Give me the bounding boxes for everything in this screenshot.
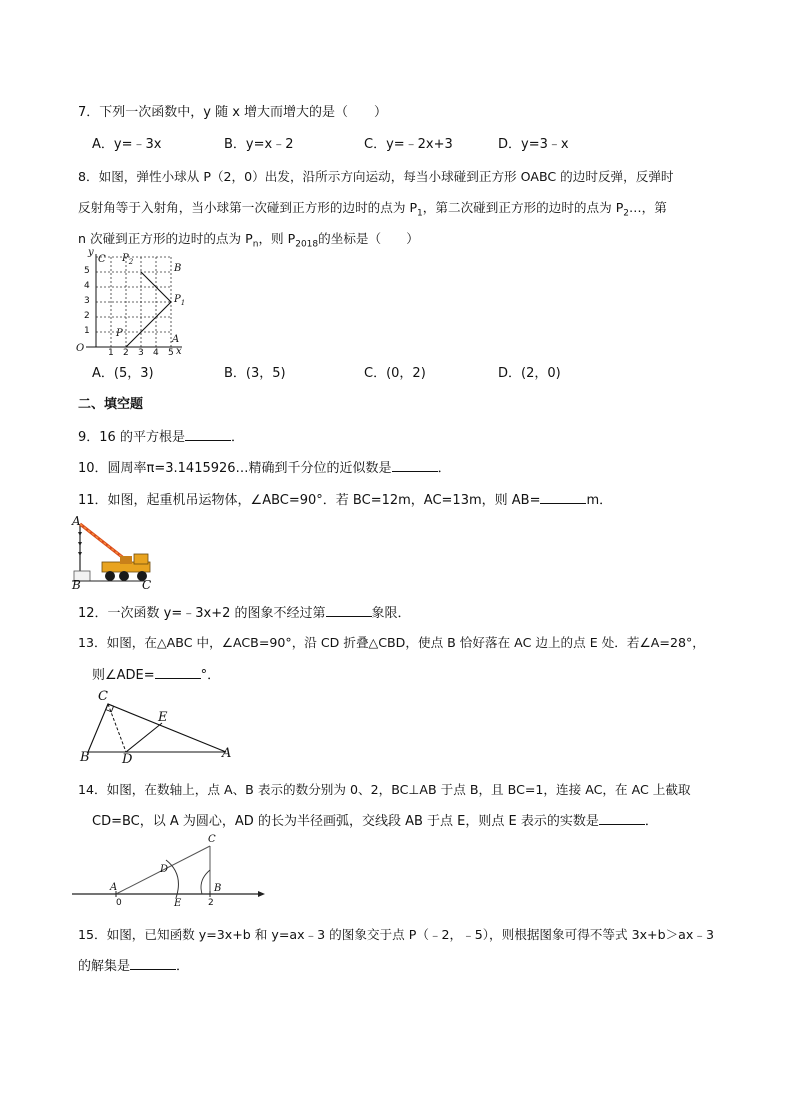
section-2-title: 二、填空题 xyxy=(78,397,144,412)
q11-text: 11．如图，起重机吊运物体，∠ABC=90°．若 BC=12m，AC=13m，则 AB= xyxy=(78,493,541,508)
q8-line-2 xyxy=(78,199,667,223)
q8-label-p1 xyxy=(174,294,185,307)
q8-line-2a: 反射角等于入射角，当小球第一次碰到正方形的边时的点为 P xyxy=(78,200,418,215)
q8-option-a: A．(5，3) xyxy=(92,366,154,381)
q8-x-tick-label: 1 xyxy=(108,348,114,358)
q8-line-3b: ，则 P xyxy=(258,231,296,246)
q15-line-2 xyxy=(78,957,189,976)
q8-sub-2018: 2018 xyxy=(295,239,319,250)
q15-line-2-text: 的解集是 xyxy=(78,959,131,974)
q11-crane-figure xyxy=(68,516,160,592)
q11-cable-arrows xyxy=(78,532,82,556)
q14-line-1: 14．如图，在数轴上，点 A、B 表示的数分别为 0、2，BC⊥AB 于点 B，且 BC=1，连接 AC，在 AC 上截取 xyxy=(78,782,691,797)
q11-answer-blank[interactable] xyxy=(540,491,586,504)
q8-x-tick-label: 3 xyxy=(138,348,144,358)
q13-label-a: A xyxy=(222,746,232,761)
q12 xyxy=(78,604,411,623)
q13-segment-de xyxy=(126,723,162,752)
q8-y-tick-label: 1 xyxy=(84,326,90,336)
q14-label-e: E xyxy=(174,898,182,909)
q13-line-2 xyxy=(92,666,220,685)
q11-wheel-2 xyxy=(119,571,129,581)
q14-axis-arrow xyxy=(258,891,265,897)
q8-sub-n: n xyxy=(252,239,259,250)
q8-x-tick-label: 2 xyxy=(123,348,129,358)
q14-label-zero: 0 xyxy=(116,898,122,908)
q8-label-p1-sub: 1 xyxy=(180,299,186,307)
q8-y-tick-label: 3 xyxy=(84,296,90,306)
q8-label-x: x xyxy=(176,346,182,357)
q9 xyxy=(78,428,244,447)
q13-label-d: D xyxy=(122,752,133,767)
q8-dashed-grid xyxy=(96,257,171,347)
q8-sub-1: 1 xyxy=(417,208,423,219)
q8-line-1: 8．如图，弹性小球从 P（2，0）出发，沿所示方向运动，每当小球碰到正方形 OABC 的边时反弹，反弹时 xyxy=(78,169,674,184)
q8-option-b: B．(3，5) xyxy=(224,366,286,381)
q8-line-3a: n 次碰到正方形的边时的点为 P xyxy=(78,231,253,246)
q11 xyxy=(78,491,612,510)
q8-sub-2: 2 xyxy=(623,208,630,219)
q13-label-b: B xyxy=(80,750,90,765)
q8-option-d: D．(2，0) xyxy=(498,366,561,381)
q13-label-e: E xyxy=(158,710,168,725)
q11-boom xyxy=(80,524,126,560)
q14-label-c: C xyxy=(208,834,216,845)
q14-answer-blank[interactable] xyxy=(599,812,645,825)
q7-stem: 7．下列一次函数中，y 随 x 增大而增大的是（ ） xyxy=(78,105,388,120)
q15-line-1: 15．如图，已知函数 y=3x+b 和 y=ax﹣3 的图象交于点 P（﹣2，﹣5），则根据图象可得不等式 3x+b＞ax﹣3 xyxy=(78,927,714,942)
q11-label-b: B xyxy=(72,578,81,592)
q9-tail: ． xyxy=(230,430,244,445)
q8-label-p1-letter: P xyxy=(174,294,181,305)
q9-text: 9．16 的平方根是 xyxy=(78,430,185,445)
q11-label-c: C xyxy=(142,578,152,592)
q14-label-two: 2 xyxy=(208,898,214,908)
q7-option-c: C．y=﹣2x+3 xyxy=(364,137,453,152)
q8-x-tick-label: 4 xyxy=(153,348,159,358)
q8-y-tick-label: 4 xyxy=(84,281,90,291)
q11-tail: m． xyxy=(586,493,613,508)
q8-label-y: y xyxy=(88,247,94,258)
q8-label-p2 xyxy=(122,253,133,266)
q12-answer-blank[interactable] xyxy=(326,604,372,617)
q8-y-tick-label: 5 xyxy=(84,266,90,276)
q14-label-b: B xyxy=(214,883,222,894)
q8-x-tick-label: 5 xyxy=(168,348,174,358)
q12-tail: 象限． xyxy=(371,606,411,621)
q15-tail: ． xyxy=(176,959,190,974)
q8-option-c: C．(0，2) xyxy=(364,366,426,381)
q8-line-2b: ，第二次碰到正方形的边时的点为 P xyxy=(422,200,624,215)
q10-text: 10．圆周率π=3.1415926…精确到千分位的近似数是 xyxy=(78,461,392,476)
q8-ball-path xyxy=(126,272,171,347)
q8-label-c: C xyxy=(98,254,106,265)
q13-answer-blank[interactable] xyxy=(155,666,201,679)
q8-label-b: B xyxy=(174,263,182,274)
q11-wheel-1 xyxy=(105,571,115,581)
q14-numberline-figure xyxy=(70,836,266,912)
q8-label-p2-letter: P xyxy=(122,253,129,264)
q14-arc-small xyxy=(201,870,210,894)
q10 xyxy=(78,459,451,478)
q8-line-3c: 的坐标是（ ） xyxy=(318,231,419,246)
q7-option-d: D．y=3﹣x xyxy=(498,137,569,152)
q10-answer-blank[interactable] xyxy=(392,459,438,472)
q8-line-2c: …，第 xyxy=(629,200,667,215)
q12-text: 12．一次函数 y=﹣3x+2 的图象不经过第 xyxy=(78,606,326,621)
q14-label-a: A xyxy=(110,882,118,893)
q8-label-a: A xyxy=(172,334,180,345)
q14-tail: ． xyxy=(644,814,658,829)
q13-line-2a: 则∠ADE= xyxy=(92,668,155,683)
q13-line-1: 13．如图，在△ABC 中，∠ACB=90°，沿 CD 折叠△CBD，使点 B 恰好落在 AC 边上的点 E 处．若∠A=28°， xyxy=(78,635,705,650)
q14-line-2-text: CD=BC，以 A 为圆心，AD 的长为半径画弧，交线段 AB 于点 E，则点 E 表示的实数是 xyxy=(92,814,599,829)
q7-option-a: A．y=﹣3x xyxy=(92,137,162,152)
q11-label-a: A xyxy=(72,514,81,528)
q11-truck-cab xyxy=(134,554,148,564)
q8-figure xyxy=(66,247,186,358)
q8-label-p2-sub: 2 xyxy=(128,258,134,266)
q13-line-2b: °． xyxy=(200,668,221,683)
q14-label-d: D xyxy=(160,864,169,875)
q15-answer-blank[interactable] xyxy=(130,957,176,970)
q14-line-2 xyxy=(92,812,658,831)
q8-y-tick-label: 2 xyxy=(84,311,90,321)
q8-label-o: O xyxy=(76,343,85,354)
q9-answer-blank[interactable] xyxy=(185,428,231,441)
q8-line-3 xyxy=(78,230,419,254)
q13-label-c: C xyxy=(98,689,108,704)
q7-option-b: B．y=x﹣2 xyxy=(224,137,294,152)
q8-label-p: P xyxy=(116,328,123,339)
q13-triangle-figure xyxy=(80,689,240,767)
q10-tail: ． xyxy=(437,461,451,476)
